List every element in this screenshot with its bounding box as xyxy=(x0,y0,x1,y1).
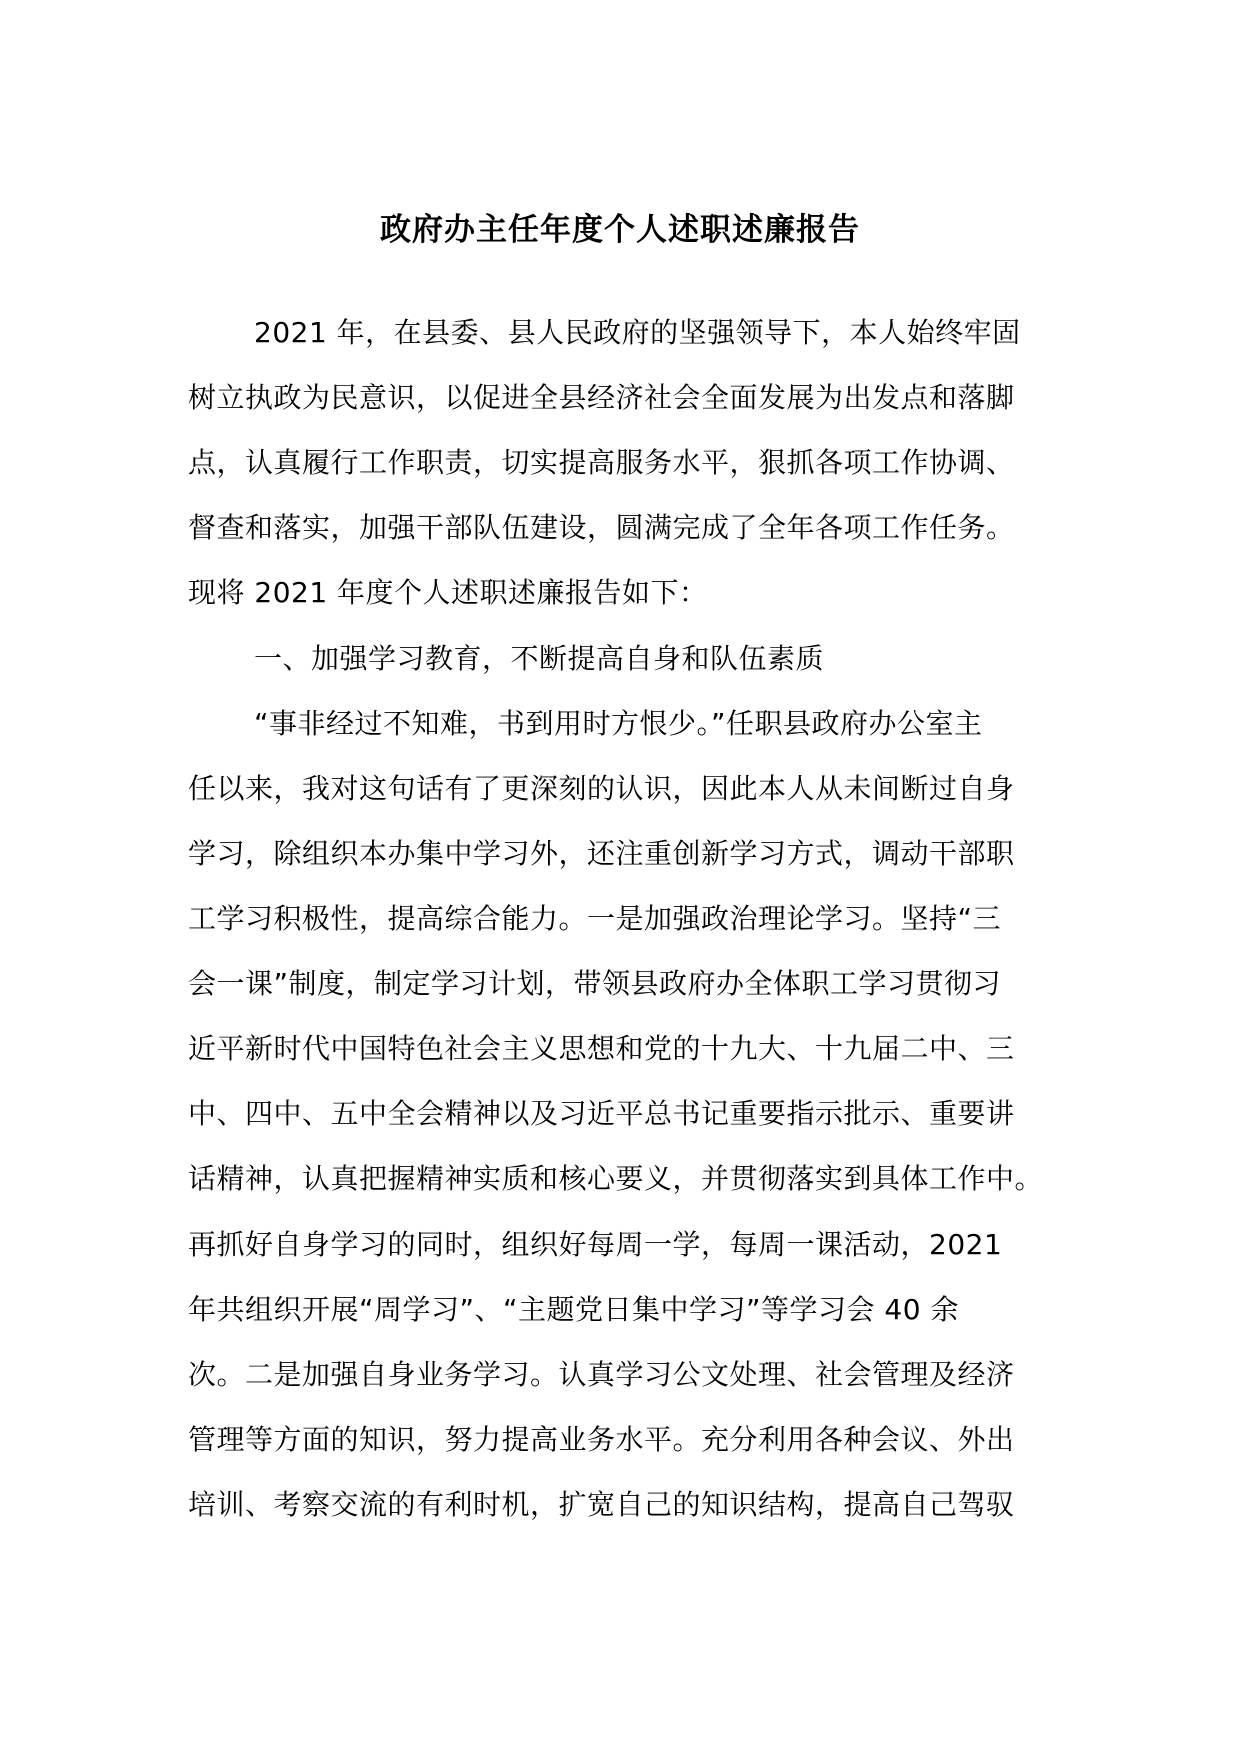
paragraph-line: 2021 年，在县委、县人民政府的坚强领导下，本人始终牢固 xyxy=(254,316,1021,349)
paragraph-line: 督查和落实，加强干部队伍建设，圆满完成了全年各项工作任务。 xyxy=(188,511,1015,544)
paragraph-line: 管理等方面的知识，努力提高业务水平。充分利用各种会议、外出 xyxy=(188,1423,1015,1456)
paragraph-line: 中、四中、五中全会精神以及习近平总书记重要指示批示、重要讲 xyxy=(188,1097,1015,1130)
paragraph-line: 近平新时代中国特色社会主义思想和党的十九大、十九届二中、三 xyxy=(188,1032,1015,1065)
paragraph-line: 会一课”制度，制定学习计划，带领县政府办全体职工学习贯彻习 xyxy=(188,967,1002,1000)
paragraph-line: 树立执政为民意识，以促进全县经济社会全面发展为出发点和落脚 xyxy=(188,381,1015,414)
paragraph-line: 工学习积极性，提高综合能力。一是加强政治理论学习。坚持“三 xyxy=(188,902,1002,935)
paragraph-line: 现将 2021 年度个人述职述廉报告如下： xyxy=(188,576,708,609)
paragraph-line: 年共组织开展“周学习”、“主题党日集中学习”等学习会 40 余 xyxy=(188,1293,959,1326)
section-heading: 一、加强学习教育，不断提高自身和队伍素质 xyxy=(254,642,825,675)
document-title: 政府办主任年度个人述职述廉报告 xyxy=(380,212,860,248)
paragraph-line: 再抓好自身学习的同时，组织好每周一学，每周一课活动，2021 xyxy=(188,1228,1003,1261)
paragraph-line: 次。二是加强自身业务学习。认真学习公文处理、社会管理及经济 xyxy=(188,1358,1015,1391)
paragraph-line: 学习，除组织本办集中学习外，还注重创新学习方式，调动干部职 xyxy=(188,837,1015,870)
paragraph-line: 培训、考察交流的有利时机，扩宽自己的知识结构，提高自己驾驭 xyxy=(188,1488,1015,1521)
paragraph-line: 点，认真履行工作职责，切实提高服务水平，狠抓各项工作协调、 xyxy=(188,446,1015,479)
paragraph-line: 任以来，我对这句话有了更深刻的认识，因此本人从未间断过自身 xyxy=(188,772,1015,805)
paragraph-line: “事非经过不知难，书到用时方恨少。”任职县政府办公室主 xyxy=(254,707,983,740)
paragraph-line: 话精神，认真把握精神实质和核心要义，并贯彻落实到具体工作中。 xyxy=(188,1162,1044,1195)
